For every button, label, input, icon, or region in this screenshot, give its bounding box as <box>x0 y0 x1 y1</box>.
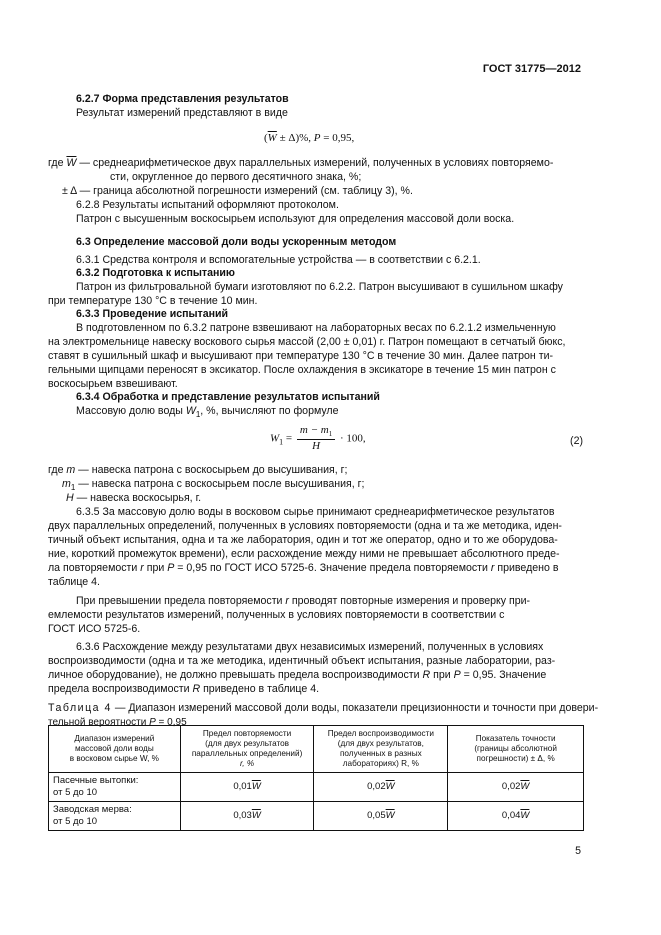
section-6-2-8-p2: Патрон с высушенным воскосырьем используют для определения массовой доли воска. <box>76 213 515 225</box>
section-6-3-1-text: 6.3.1 Средства контроля и вспомогательные устройства — в соответствии с 6.2.1. <box>76 254 481 266</box>
section-6-3-3-line-1: В подготовленном по 6.3.2 патроне взвешивают на лабораторных весах по 6.2.1.2 измельченную <box>76 322 556 334</box>
section-6-3-5-line-3: тичный объект испытания, одна и та же лаборатория, один и тот же оператор, одно и то же оборудова- <box>48 534 558 546</box>
section-6-3-5-m3: ГОСТ ИСО 5725-6. <box>48 623 141 635</box>
section-6-3-2-line-2: при температуре 130 °С в течение 10 мин. <box>48 295 258 307</box>
formula-number: (2) <box>570 435 583 447</box>
section-6-3-5-m1: При превышении предела повторяемости r проводят повторные измерения и проверку при- <box>76 595 531 607</box>
section-6-3-5-line-2: двух параллельных определений, полученных в условиях повторяемости (одна и та же методика, иден- <box>48 520 562 532</box>
table-cell-r: $0,03\overline{W}$ <box>180 802 314 831</box>
table-cell-range: Пасечные вытопки: от 5 до 10 <box>49 773 181 802</box>
table-header-range: Диапазон измерений массовой доли воды в восковом сырье W, % <box>49 726 181 773</box>
where-w-line-1: где $\overline{W}$ — среднеарифметическое двух параллельных измерений, полученных в условиях повторяемо- <box>48 157 554 169</box>
formula-fraction: $\frac{m - m_1}{H}$ <box>297 424 335 454</box>
section-6-2-7-intro: Результат измерений представляют в виде <box>76 107 288 119</box>
section-6-3-2-line-1: Патрон из фильтровальной бумаги изготовляют по 6.2.2. Патрон высушивают в сушильном шкафу <box>76 281 563 293</box>
table-4-caption-line-2: тельной вероятности P = 0,95 <box>48 717 187 728</box>
section-6-3-4-intro: Массовую долю воды $W_1$, %, вычисляют по формуле <box>76 405 339 420</box>
section-6-3-3-line-2: на электромельнице навеску воскового сырья массой (2,00 ± 0,01) г. Патрон помещают в сетчатый бюкс, <box>48 336 566 348</box>
section-6-3-5-line-4: ние, короткий промежуток времени), если расхождение между ними не превышает абсолютного преде- <box>48 548 560 560</box>
table-cell-range: Заводская мерва: от 5 до 10 <box>49 802 181 831</box>
section-6-3-heading: 6.3 Определение массовой доли воды ускоренным методом <box>76 236 397 248</box>
section-6-3-5-line-1: 6.3.5 За массовую долю воды в восковом сырье принимают среднеарифметическое результатов <box>76 506 555 518</box>
table-cell-delta: $0,04\overline{W}$ <box>448 802 584 831</box>
section-6-3-5-line-5: ла повторяемости r при P = 0,95 по ГОСТ ИСО 5725-6. Значение предела повторяемости r приведено в <box>48 562 559 574</box>
section-6-3-3-line-5: воскосырьем взвешивают. <box>48 378 178 390</box>
table-header-row <box>49 726 584 773</box>
section-6-2-7-heading: 6.2.7 Форма представления результатов <box>76 93 289 105</box>
table-row <box>49 802 584 831</box>
table-header-reproducibility: Предел воспроизводимости (для двух результатов, полученных в разных лабораториях) R, % <box>314 726 448 773</box>
table-cell-delta: $0,02\overline{W}$ <box>448 773 584 802</box>
table-header-accuracy: Показатель точности (границы абсолютной погрешности) ± Δ, % <box>448 726 584 773</box>
table-header-repeatability: Предел повторяемости (для двух результатов параллельных определений) r, % <box>180 726 314 773</box>
page-number: 5 <box>575 845 581 857</box>
section-6-3-5-line-6: таблице 4. <box>48 576 100 588</box>
section-6-3-6-line-4: предела воспроизводимости R приведено в таблице 4. <box>48 683 320 695</box>
where-h: H — навеска воскосырья, г. <box>66 492 202 504</box>
section-6-3-5-m2: емлемости результатов измерений, полученных в условиях повторяемости в соответствии с <box>48 609 505 621</box>
result-formula: $(\overline{W} \pm \Delta)\%$, P = 0,95, <box>264 132 355 144</box>
section-6-3-3-line-4: гельными щипцами переносят в эксикатор. После охлаждения в эксикаторе в течение 15 мин патрон с <box>48 364 556 376</box>
table-4-caption-line-1: Таблица 4 — Диапазон измерений массовой доли воды, показатели прецизионности и точности при довери- <box>48 702 599 714</box>
section-6-3-6-line-2: воспроизводимости (одна и та же методика, идентичный объект испытания, разные лаборатории, раз- <box>48 655 556 667</box>
water-fraction-formula: $W_1$ = $\frac{m - m_1}{H}$ · 100, <box>270 424 366 452</box>
section-6-3-6-line-3: личное оборудование), не должно превышать предела воспроизводимости R при P = 0,95. Значение <box>48 669 547 681</box>
table-cell-r: $0,01\overline{W}$ <box>180 773 314 802</box>
where-delta-line: ± Δ — граница абсолютной погрешности измерений (см. таблицу 3), %. <box>62 185 413 197</box>
table-cell-R: $0,02\overline{W}$ <box>314 773 448 802</box>
section-6-3-4-heading: 6.3.4 Обработка и представление результатов испытаний <box>76 391 380 403</box>
section-6-2-8-p1: 6.2.8 Результаты испытаний оформляют протоколом. <box>76 199 339 211</box>
table-cell-R: $0,05\overline{W}$ <box>314 802 448 831</box>
where-m1: $m_1$ — навеска патрона с воскосырьем после высушивания, г; <box>62 478 365 493</box>
standard-number: ГОСТ 31775—2012 <box>482 63 581 75</box>
section-6-3-3-line-3: ставят в сушильный шкаф и высушивают при температуре 130 °С в течение 30 мин. Далее патрон ти- <box>48 350 554 362</box>
where-w-line-2: сти, округленное до первого десятичного знака, %; <box>110 171 362 183</box>
section-6-3-2-heading: 6.3.2 Подготовка к испытанию <box>76 267 235 279</box>
table-row <box>49 773 584 802</box>
section-6-3-3-heading: 6.3.3 Проведение испытаний <box>76 308 229 320</box>
table-4 <box>48 725 584 831</box>
where-m: где m — навеска патрона с воскосырьем до высушивания, г; <box>48 464 348 476</box>
section-6-3-6-line-1: 6.3.6 Расхождение между результатами двух независимых измерений, полученных в условиях <box>76 641 544 653</box>
